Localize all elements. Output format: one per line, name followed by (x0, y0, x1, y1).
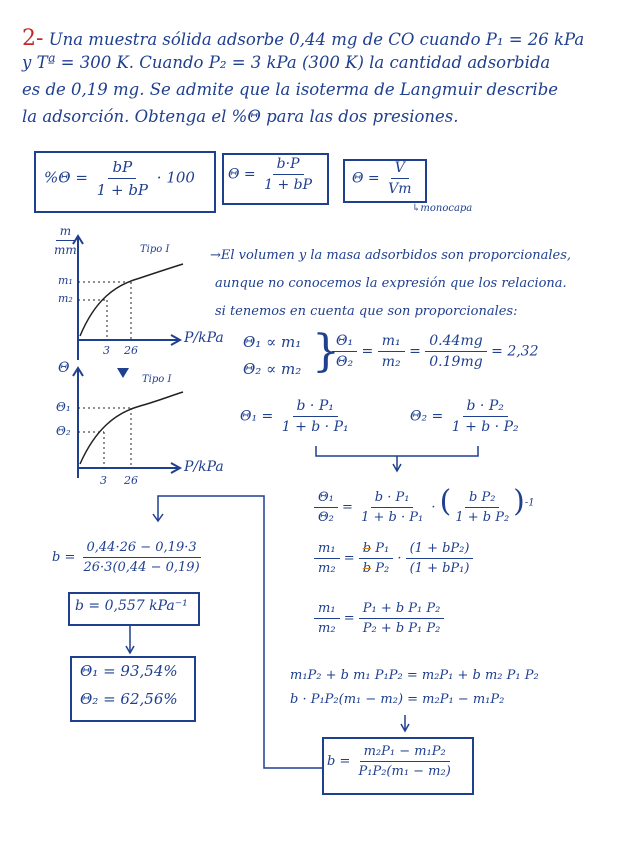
problem-line-4: la adsorción. Obtenga el %Θ para las dos presiones. (22, 107, 459, 126)
prop-ratio: $\frac{\text{Θ₁}}{\text{Θ₂}}$ = $\frac{\text{m₁}}{\text{m₂}}$ = $\frac{0.44mg}{0.19mg}$ = 2,32 (332, 333, 539, 370)
prop-brace: } (312, 326, 340, 377)
bottom-graph-tick-3: 3 (100, 474, 107, 487)
problem-line-2: y Tª = 300 K. Cuando P₂ = 3 kPa (300 K) la cantidad adsorbida (22, 53, 551, 72)
top-graph-x-label: P/kPa (184, 330, 224, 346)
connector-line (158, 496, 322, 768)
bottom-graph-tick-theta1: Θ₁ (56, 400, 71, 414)
result-theta1: Θ₁ = 93,54% (80, 662, 178, 680)
monocapa-note: ↳monocapa (412, 203, 473, 214)
derivation-step-1: $\frac{\text{Θ₁}}{\text{Θ₂}}$ = $\frac{\text{b · P₁}}{\text{1 + b · P₁}}$ · ( $\frac{\text{b P₂}}{\text{1 + b P₂}}$ )$^{-1}$ (314, 484, 535, 525)
derivation-step-3: $\frac{\text{m₁}}{\text{m₂}}$ = $\frac{\text{P₁ + b P₁ P₂}}{\text{P₂ + b P₁ P₂}}$ (314, 601, 444, 636)
bottom-graph-tick-theta2: Θ₂ (56, 424, 71, 438)
bottom-graph-curve-label: Tipo I (142, 374, 172, 385)
top-graph-tick-26: 26 (124, 344, 138, 357)
prop-row-1: Θ₁ ∝ m₁ (243, 333, 302, 351)
derivation-step-4: m₁P₂ + b m₁ P₁P₂ = m₂P₁ + b m₂ P₁ P₂ (290, 668, 539, 683)
theta-v-formula: Θ = $\frac{V}{Vm}$ (352, 160, 412, 197)
derivation-step-2: $\frac{\text{m₁}}{\text{m₂}}$ = $\frac{\text{b P₁}}{\text{b P₂}}$ · $\frac{\text{(1 + bP₂)}}{\text{(1 + bP₁)}}$ (314, 541, 473, 576)
reasoning-line-2: aunque no conocemos la expresión que los relaciona. (215, 276, 567, 291)
prop-row-2: Θ₂ ∝ m₂ (243, 360, 302, 378)
problem-line-3: es de 0,19 mg. Se admite que la isoterma de Langmuir describe (22, 80, 559, 99)
bottom-graph-x-label: P/kPa (184, 459, 224, 475)
top-langmuir-curve (80, 264, 183, 336)
down-arrow-graphs (117, 368, 129, 378)
percent-theta-formula: %Θ = $\frac{bP}{1 + bP}$ · 100 (44, 158, 195, 199)
b-calculation: b = $\frac{0,44\cdot 26 - 0,19\cdot 3}{26\cdot 3(0,44 - 0,19)}$ (52, 540, 200, 575)
b-result: b = 0,557 kPa⁻¹ (75, 598, 188, 614)
problem-text-1: Una muestra sólida adsorbe 0,44 mg de CO cuando P₁ = 26 kPa (48, 30, 585, 49)
result-theta2: Θ₂ = 62,56% (80, 690, 178, 708)
langmuir-theta1: Θ₁ = $\frac{\text{b · P₁}}{\text{1 + b · P₁}}$ (240, 398, 349, 435)
derivation-step-5: b · P₁P₂(m₁ − m₂) = m₂P₁ − m₁P₂ (290, 692, 505, 707)
top-graph-y-label: $\frac{m}{mm}$ (54, 224, 77, 257)
top-graph-tick-3: 3 (103, 344, 110, 357)
bottom-graph-tick-26: 26 (124, 474, 138, 487)
reasoning-line-1: →El volumen y la masa adsorbidos son proporcionales, (210, 248, 572, 263)
reasoning-line-3: si tenemos en cuenta que son proporcionales: (215, 304, 518, 319)
top-graph-tick-m1: m₁ (58, 274, 73, 287)
problem-number: 2- (22, 26, 44, 51)
langmuir-bracket (316, 446, 478, 456)
top-graph-curve-label: Tipo I (140, 244, 170, 255)
theta-formula: Θ = $\frac{b\cdot P}{1 + bP}$ (228, 156, 313, 193)
final-formula: b = $\frac{\text{m₂P₁ − m₁P₂}}{\text{P₁P₂(m₁ − m₂)}}$ (327, 744, 451, 779)
bottom-graph-y-label: Θ (58, 360, 70, 376)
top-graph-tick-m2: m₂ (58, 292, 73, 305)
langmuir-theta2: Θ₂ = $\frac{\text{b · P₂}}{\text{1 + b · P₂}}$ (410, 398, 519, 435)
